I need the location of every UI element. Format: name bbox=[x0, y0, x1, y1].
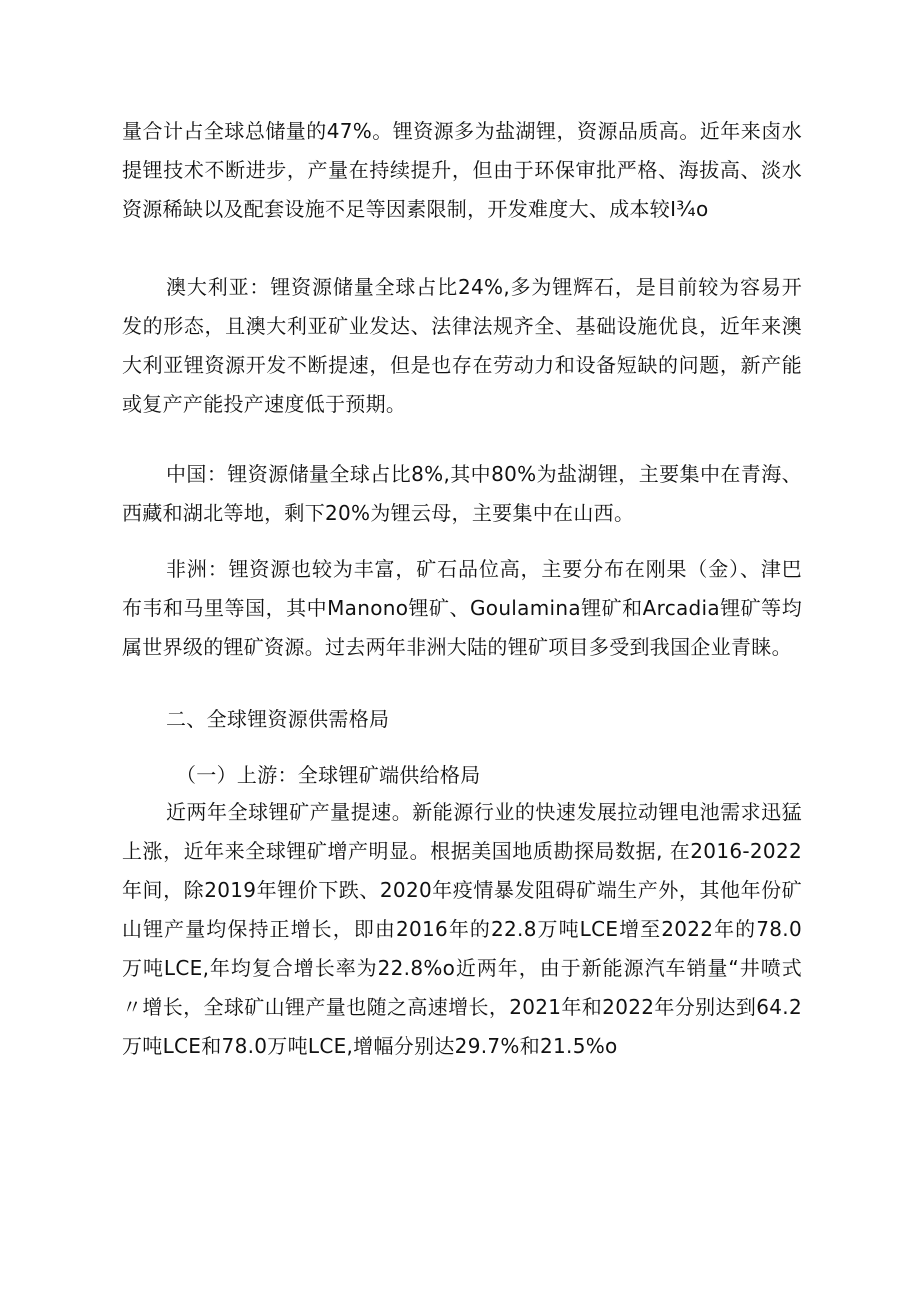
paragraph-africa: 非洲：锂资源也较为丰富，矿石品位高，主要分布在刚果（金）、津巴布韦和马里等国，其中Manono锂矿、Goulamina锂矿和Arcadia锂矿等均属世界级的锂矿资源。过去两年非洲大陆的锂矿项目多受到我国企业青睐。 bbox=[122, 557, 802, 659]
paragraph-brine-lithium: 量合计占全球总储量的47%。锂资源多为盐湖锂，资源品质高。近年来卤水提锂技术不断进步，产量在持续提升，但由于环保审批严格、海拔高、淡水资源稀缺以及配套设施不足等因素限制，开发难度大、成本较I¾o bbox=[122, 119, 802, 221]
section-heading: 二、全球锂资源供需格局 bbox=[166, 707, 390, 731]
paragraph-china: 中国：锂资源储量全球占比8%,其中80%为盐湖锂，主要集中在青海、西藏和湖北等地，剩下20%为锂云母，主要集中在山西。 bbox=[122, 462, 802, 525]
paragraph-australia: 澳大利亚：锂资源储量全球占比24%,多为锂辉石，是目前较为容易开发的形态，且澳大利亚矿业发达、法律法规齐全、基础设施优良，近年来澳大利亚锂资源开发不断提速，但是也存在劳动力和设备短缺的问题，新产能或复产产能投产速度低于预期。 bbox=[122, 275, 802, 416]
paragraph-lithium-production: 近两年全球锂矿产量提速。新能源行业的快速发展拉动锂电池需求迅猛上涨，近年来全球锂矿增产明显。根据美国地质勘探局数据, 在2016-2022年间，除2019年锂价下跌、2020年疫情暴发阻碍矿端生产外，其他年份矿山锂产量均保持正增长，即由2016年的22.8万吨LCE增至2022年的78.0万吨LCE,年均复合增长率为22.8%o近两年，由于新能源汽车销量“井喷式〃增长，全球矿山锂产量也随之高速增长，2021年和2022年分别达到64.2万吨LCE和78.0万吨LCE,增幅分别达29.7%和21.5%o bbox=[122, 800, 802, 1058]
subsection-heading: （一）上游：全球锂矿端供给格局 bbox=[176, 763, 481, 787]
